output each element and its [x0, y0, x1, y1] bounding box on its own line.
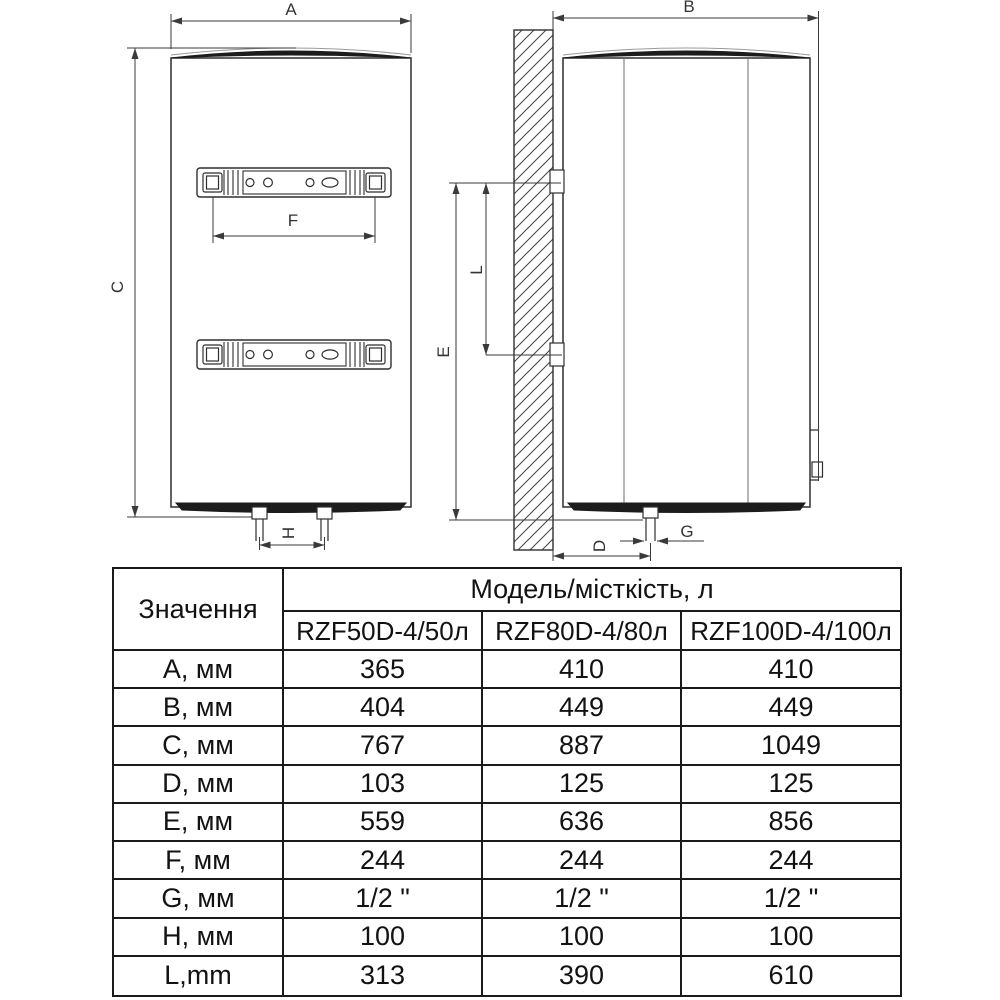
table-value: 1/2 ": [284, 880, 483, 918]
table-value: 100: [284, 919, 483, 957]
table-value: 767: [284, 727, 483, 765]
side-view: [434, 0, 823, 561]
dim-label-l: L: [467, 265, 486, 275]
table-value: 559: [284, 804, 483, 842]
table-value: 636: [483, 804, 682, 842]
table-value: 404: [284, 689, 483, 727]
table-value: 1049: [682, 727, 900, 765]
table-value: 410: [682, 651, 900, 689]
table-value: 100: [483, 919, 682, 957]
bottom-cap-front: [176, 503, 406, 513]
table-value: 856: [682, 804, 900, 842]
row-label: E, мм: [114, 804, 284, 842]
table-value: 610: [768, 960, 814, 991]
table-value: 390: [483, 957, 682, 995]
table-value: 449: [483, 689, 682, 727]
dim-label-g: G: [680, 522, 694, 541]
table-value: 100: [682, 919, 900, 957]
dim-label-d: D: [590, 539, 609, 553]
lower-bracket-front: [197, 340, 391, 369]
row-label: D, мм: [114, 766, 284, 804]
table-value: 449: [682, 689, 900, 727]
row-label: F, мм: [114, 842, 284, 880]
dim-label-f: F: [287, 211, 299, 230]
table-value: 410: [483, 651, 682, 689]
table-value: 244: [284, 842, 483, 880]
side-cover-detail: [810, 430, 823, 480]
upper-bracket-front: [197, 168, 391, 197]
dim-label-e: E: [434, 346, 453, 358]
dim-label-c: C: [108, 280, 127, 294]
bottom-cap-side: [568, 503, 805, 513]
table-value: 244: [682, 842, 900, 880]
top-cap-front: [171, 51, 411, 58]
column-header-model-2: RZF80D-4/80л: [483, 612, 682, 651]
wall-section: [514, 30, 553, 550]
row-label: L,mm: [114, 957, 284, 995]
tank-body-side: [563, 58, 810, 507]
row-label: G, мм: [114, 880, 284, 918]
row-label: H, мм: [114, 919, 284, 957]
table-value: 365: [284, 651, 483, 689]
front-view: [108, 0, 411, 550]
top-cap-side: [563, 51, 810, 58]
table-value: 313: [284, 957, 483, 995]
table-group-header: Модель/місткість, л: [284, 569, 900, 612]
row-label: B, мм: [114, 689, 284, 727]
spec-table: [112, 567, 902, 997]
table-value: 1/2 ": [682, 880, 900, 918]
row-label: C, мм: [114, 727, 284, 765]
column-header-model-1: RZF50D-4/50л: [284, 612, 483, 651]
dim-label-a: A: [285, 0, 297, 19]
tank-body-front: [171, 58, 411, 507]
table-value: 1/2 ": [483, 880, 682, 918]
dim-label-b: B: [683, 0, 695, 16]
dim-A: [171, 14, 411, 53]
row-label: A, мм: [114, 651, 284, 689]
table-value: 244: [483, 842, 682, 880]
bottom-pipe-side: [643, 507, 658, 541]
table-value: 887: [483, 727, 682, 765]
table-value: 125: [483, 766, 682, 804]
table-corner-header: Значення: [114, 569, 284, 651]
table-value: 125: [682, 766, 900, 804]
column-header-model-3: RZF100D-4/100л: [682, 612, 900, 651]
dim-label-h: H: [279, 526, 298, 540]
table-value: 103: [284, 766, 483, 804]
upper-bracket-side: [550, 170, 564, 193]
